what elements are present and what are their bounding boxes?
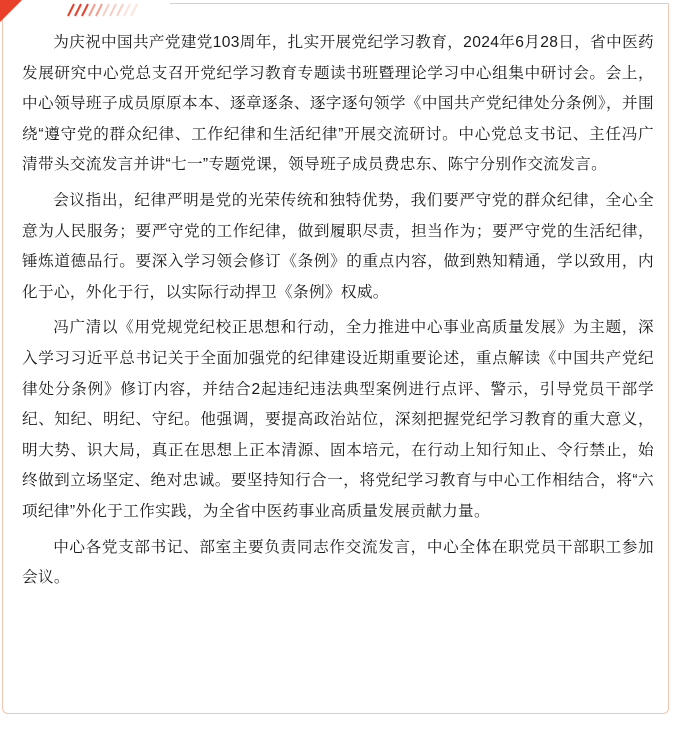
diagonal-stripes-decoration-icon [60, 2, 170, 18]
paragraph-2: 会议指出，纪律严明是党的光荣传统和独特优势，我们要严守党的群众纪律，全心全意为人民服务；要严守党的工作纪律，做到履职尽责，担当作为；要严守党的生活纪律，锤炼道德品行。要深入学习领会修订《条例》的重点内容，做到熟知精通，学以致用，内化于心，外化于行，以实际行动捍卫《条例》权威。 [22, 191, 654, 301]
paragraph-1: 为庆祝中国共产党建党103周年，扎实开展党纪学习教育，2024年6月28日，省中医药发展研究中心党总支召开党纪学习教育专题读书班暨理论学习中心组集中研讨会。会上，中心领导班子成员原原本本、逐章逐条、逐字逐句领学《中国共产党纪律处分条例》，并围绕“遵守党的群众纪律、工作纪律和生活纪律”开展交流研讨。中心党总支书记、主任冯广清带头交流发言并讲“七一”专题党课，领导班子成员费忠东、陈宁分别作交流发言。 [22, 34, 654, 174]
corner-accent-icon [0, 0, 22, 22]
paragraph-3: 冯广清以《用党规党纪校正思想和行动，全力推进中心事业高质量发展》为主题，深入学习习近平总书记关于全面加强党的纪律建设近期重要论述，重点解读《中国共产党纪律处分条例》修订内容，并结合2起违纪违法典型案例进行点评、警示，引导党员干部学纪、知纪、明纪、守纪。他强调，要提高政治站位，深刻把握党纪学习教育的重大意义，明大势、识大局，真正在思想上正本清源、固本培元，在行动上知行知止、令行禁止，始终做到立场坚定、绝对忠诚。要坚持知行合一，将党纪学习教育与中心工作相结合，将“六项纪律”外化于工作实践，为全省中医药事业高质量发展贡献力量。 [22, 319, 654, 520]
article-body [22, 28, 654, 599]
paragraph-4: 中心各党支部书记、部室主要负责同志作交流发言，中心全体在职党员干部职工参加会议。 [22, 538, 654, 587]
frame-top-line [170, 3, 669, 4]
